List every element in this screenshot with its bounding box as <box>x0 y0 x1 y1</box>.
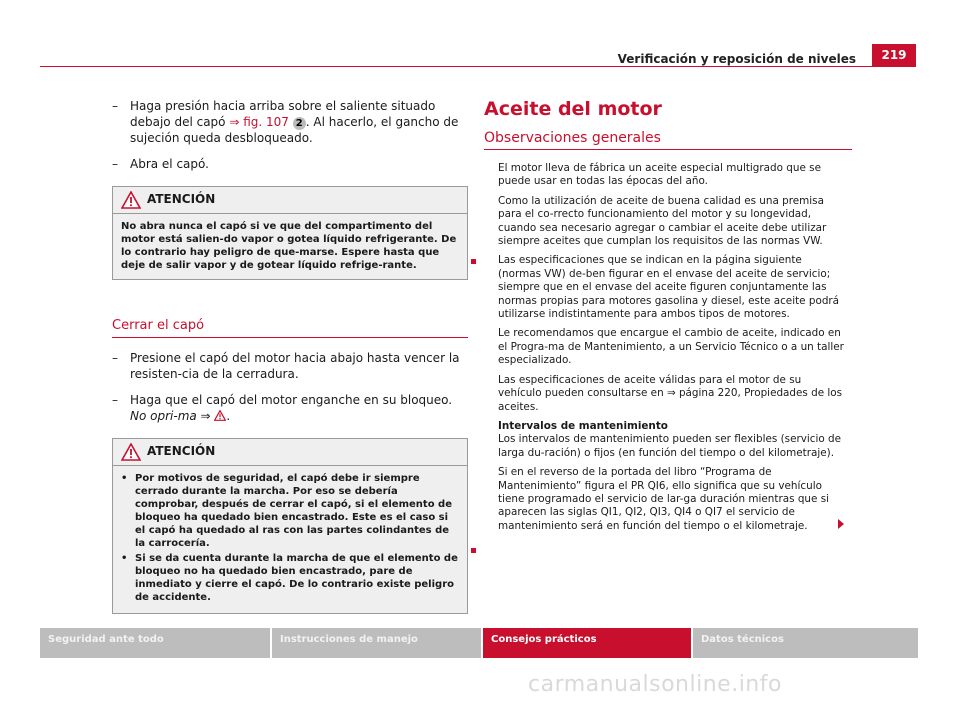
warning-header <box>113 187 467 214</box>
list-item: – Presione el capó del motor hacia abajo hasta vencer la resisten-cia de la cerradura. <box>112 351 460 381</box>
list-item: – Haga que el capó del motor enganche en su bloqueo. No opri-ma ⇒ . <box>112 393 453 423</box>
warning-triangle-icon[interactable] <box>214 410 226 421</box>
intervals-heading: Intervalos de mantenimiento <box>498 419 668 432</box>
warning-box <box>112 438 468 614</box>
warning-triangle-icon <box>121 443 141 461</box>
callout-number: 2 <box>293 117 306 130</box>
dash-bullet: – <box>112 99 118 113</box>
warning-item: • Si se da cuenta durante la marcha de que el elemento de bloqueo no ha quedado bien encastrado, pare de inmediato y cierre el capó. De lo contrario existe peligro de accidente. <box>121 553 458 603</box>
warning-header <box>113 439 467 466</box>
left-column <box>112 98 468 614</box>
figure-link[interactable]: ⇒ fig. 107 <box>229 115 289 129</box>
tab-datos[interactable]: Datos técnicos <box>693 628 918 658</box>
tab-seguridad[interactable]: Seguridad ante todo <box>40 628 270 658</box>
dash-bullet: – <box>112 393 118 407</box>
paragraph: El motor lleva de fábrica un aceite especial multigrado que se puede usar en todas las épocas del año. <box>498 162 821 188</box>
warning-item: • Por motivos de seguridad, el capó debe ir siempre cerrado durante la marcha. Por eso se debería comprobar, después de cerrar el capó, si el elemento de bloqueo ha quedado bien encastrado. Este es el caso si el capó ha quedado al ras con las partes colindantes de la carrocería. <box>121 473 452 549</box>
watermark-text: carmanualsonline.info <box>528 672 782 697</box>
continue-arrow-icon <box>838 519 844 529</box>
warning-box <box>112 186 468 280</box>
header-title: Verificación y reposición de niveles <box>617 52 856 66</box>
warning-triangle-icon <box>121 191 141 209</box>
page-number: 219 <box>872 44 916 66</box>
article-body <box>484 162 852 533</box>
header-rule <box>40 66 916 67</box>
tab-consejos[interactable]: Consejos prácticos <box>483 628 691 658</box>
warning-text: No abra nunca el capó si ve que del compartimento del motor está salien-do vapor o gotea líquido refrigerante. De lo contrario hay peligro de que-marse. Espere hasta que deje de salir vapor y de gotear líquido refrige-rante. <box>121 221 457 271</box>
chapter-title: Aceite del motor <box>484 98 662 120</box>
section-title: Cerrar el capó <box>112 318 468 338</box>
paragraph: Las especificaciones de aceite válidas para el motor de su vehículo pueden consultarse en ⇒ página 220, Propiedades de los aceites. <box>498 373 843 413</box>
dash-bullet: – <box>112 351 118 365</box>
section-end-marker <box>471 259 476 264</box>
warning-title: ATENCIÓN <box>147 444 216 458</box>
section-end-marker <box>471 548 476 553</box>
list-item: – Haga presión hacia arriba sobre el saliente situado debajo del capó ⇒ fig. 107 2 . Al hacerlo, el gancho de sujeción queda desbloqueado. <box>112 99 459 145</box>
paragraph: Si en el reverso de la portada del libro “Programa de Mantenimiento” figura el PR QI6, ello significa que su vehículo tiene programado el servicio de lar-ga duración mientras que si aparecen las siglas QI1, QI2, QI3, QI4 o QI7 el servicio de mantenimiento será en función del tiempo o el kilometraje. <box>498 466 829 532</box>
paragraph: Como la utilización de aceite de buena calidad es una premisa para el co-rrecto funcionamiento del motor y su longevidad, cuando sea necesario agregar o cambiar el aceite debe utilizar siempre aceites que cumplan los requisitos de las normas VW. <box>498 194 827 248</box>
dash-bullet: – <box>112 157 118 171</box>
right-column <box>484 98 852 539</box>
paragraph: Las especificaciones que se indican en la página siguiente (normas VW) de-ben figurar en el envase del aceite de servicio; siempre que en el envase del aceite figuren conjuntamente las normas propias para motores gasolina y diesel, este aceite podrá utilizarse indistintamente para ambos tipos de motores. <box>498 254 840 321</box>
section-subtitle: Observaciones generales <box>484 130 852 150</box>
footer-nav <box>40 628 918 658</box>
warning-title: ATENCIÓN <box>147 192 216 206</box>
list-item: – Abra el capó. <box>112 157 209 171</box>
tab-instrucciones[interactable]: Instrucciones de manejo <box>272 628 481 658</box>
paragraph: Los intervalos de mantenimiento pueden ser flexibles (servicio de larga du-ración) o fijos (en función del tiempo o del kilometraje). <box>498 433 842 459</box>
paragraph: Le recomendamos que encargue el cambio de aceite, indicado en el Progra-ma de Mantenimiento, a un Servicio Técnico o a un taller especializado. <box>498 327 844 367</box>
warning-list <box>113 466 467 613</box>
